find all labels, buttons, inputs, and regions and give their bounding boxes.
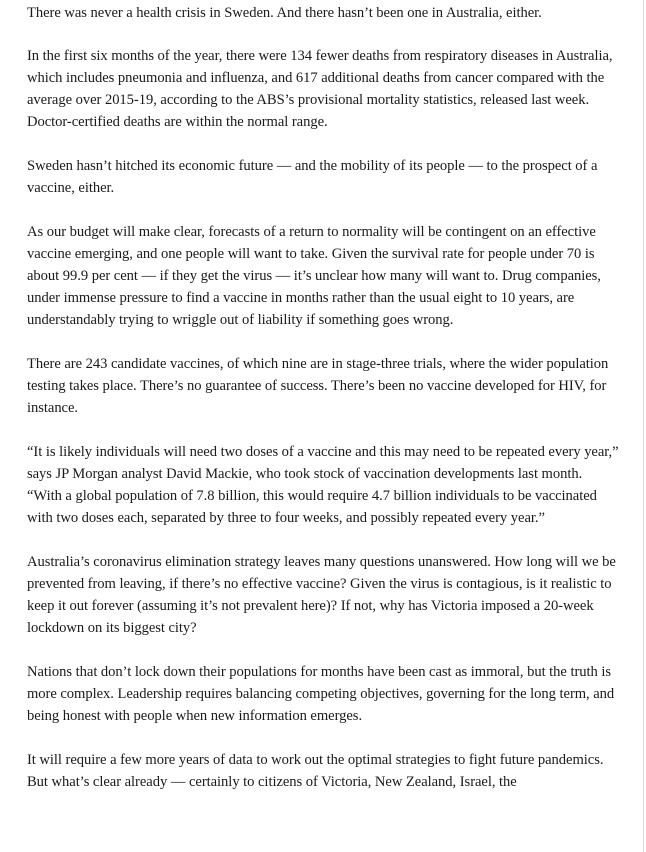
paragraph-6: “It is likely individuals will need two doses of a vaccine and this may need to be repeated every year,” says JP Morgan analyst David Mackie, who took stock of vaccination developments last month. “With a global population of 7.8 billion, this would require 4.7 billion individuals to be vaccinated with two doses each, separated by three to four weeks, and possibly repeated every year.” [27,444,619,526]
paragraph-4: As our budget will make clear, forecasts of a return to normality will be contingent on an effective vaccine emerging, and one people will want to take. Given the survival rate for people under 70 is about 99.9 per cent — if they get the virus — it’s unclear how many will want to. Drug companies, under immense pressure to find a vaccine in months rather than the usual eight to 10 years, are understandably trying to wriggle out of liability if something goes wrong. [27,224,601,328]
paragraph-3: Sweden hasn’t hitched its economic future — and the mobility of its people — to the prospect of a vaccine, either. [27,158,598,196]
paragraph-1: There was never a health crisis in Sweden. And there hasn’t been one in Australia, either. [27,5,542,21]
article-body [27,2,619,815]
paragraph-8: Nations that don’t lock down their populations for months have been cast as immoral, but the truth is more complex. Leadership requires balancing competing objectives, governing for the long term, and being honest with people when new information emerges. [27,664,615,724]
paragraph-2: In the first six months of the year, there were 134 fewer deaths from respiratory diseases in Australia, which includes pneumonia and influenza, and 617 additional deaths from cancer compared with the average over 2015-19, according to the ABS’s provisional mortality statistics, released last week. Doctor-certified deaths are within the normal range. [27,48,613,130]
paragraph-7: Australia’s coronavirus elimination strategy leaves many questions unanswered. How long will we be prevented from leaving, if there’s no effective vaccine? Given the virus is contagious, is it realistic to keep it out forever (assuming it’s not prevalent here)? If not, why has Victoria imposed a 20-week lockdown on its biggest city? [27,554,616,636]
paragraph-9: It will require a few more years of data to work out the optimal strategies to fight future pandemics. But what’s clear already — certainly to citizens of Victoria, New Zealand, Israel, the [27,752,604,790]
paragraph-5: There are 243 candidate vaccines, of which nine are in stage-three trials, where the wider population testing takes place. There’s no guarantee of success. There’s been no vaccine developed for HIV, for instance. [27,356,609,416]
